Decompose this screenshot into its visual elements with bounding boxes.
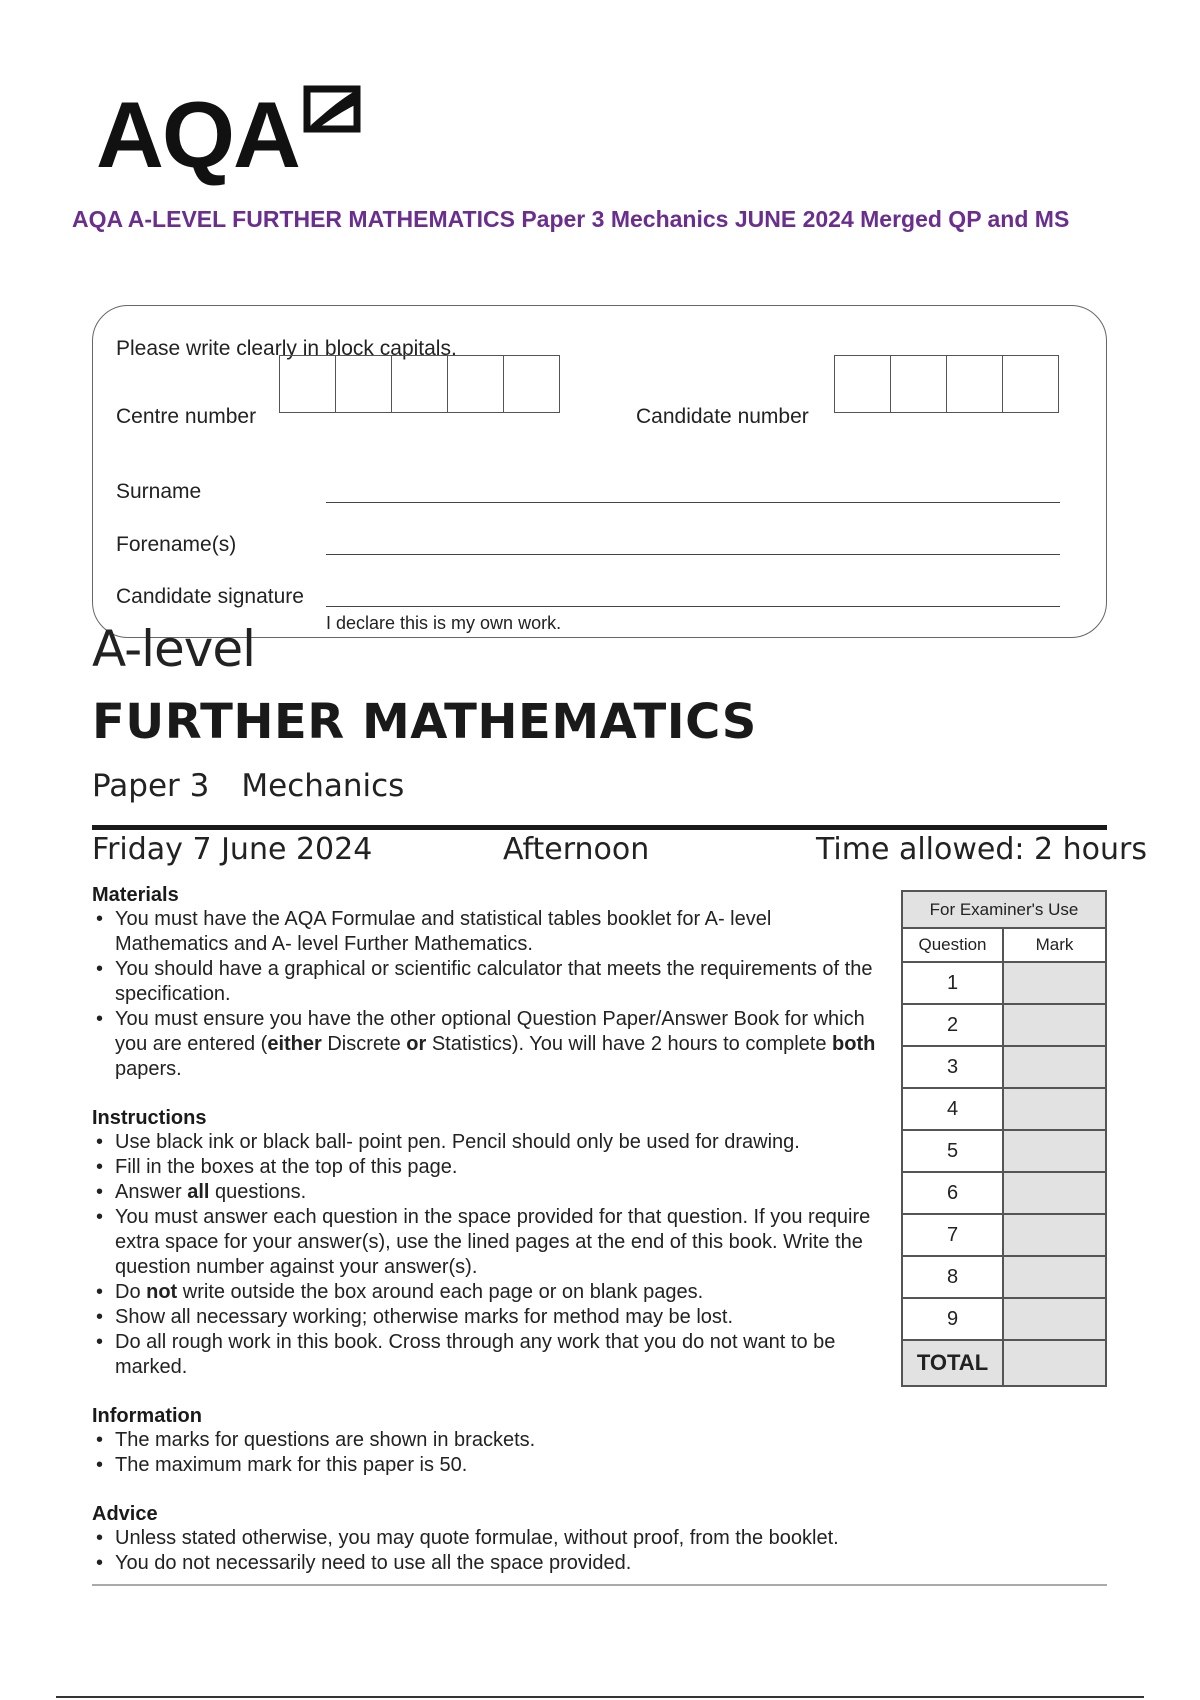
candidate-digit-box[interactable]	[1002, 355, 1059, 413]
information-list	[92, 1428, 882, 1478]
mark-cell	[1003, 1214, 1106, 1256]
examiner-use-title: For Examiner's Use	[902, 891, 1106, 928]
question-number: 6	[902, 1172, 1003, 1214]
question-column-header: Question	[902, 928, 1003, 962]
list-item: • You must ensure you have the other optional Question Paper/Answer Book for which you are entered (either Discrete or Statistics). You will have 2 hours to complete both papers.	[92, 1007, 882, 1082]
title-divider	[92, 825, 1107, 830]
list-item: • Answer all questions.	[92, 1180, 882, 1205]
examiner-use-table	[901, 890, 1107, 1387]
centre-number-boxes[interactable]	[279, 355, 559, 413]
paper-heading	[92, 768, 404, 804]
information-section	[92, 1405, 882, 1478]
document-banner: AQA A-LEVEL FURTHER MATHEMATICS Paper 3 Mechanics JUNE 2024 Merged QP and MS	[72, 206, 1070, 232]
mark-cell	[1003, 1088, 1106, 1130]
centre-number-label: Centre number	[116, 405, 257, 428]
centre-digit-box[interactable]	[279, 355, 336, 413]
surname-label: Surname	[116, 480, 202, 503]
page-footer-divider	[56, 1696, 1144, 1698]
centre-digit-box[interactable]	[447, 355, 504, 413]
subject-title: FURTHER MATHEMATICS	[92, 694, 757, 750]
materials-heading: Materials	[92, 884, 179, 906]
signature-label: Candidate signature	[116, 585, 304, 608]
total-label: TOTAL	[902, 1340, 1003, 1386]
qualification-level: A-level	[92, 620, 256, 678]
mark-cell	[1003, 962, 1106, 1004]
signature-field[interactable]	[326, 606, 1060, 607]
information-heading: Information	[92, 1405, 202, 1427]
list-item: • The marks for questions are shown in brackets.	[92, 1428, 882, 1453]
mark-cell	[1003, 1256, 1106, 1298]
logo-mark-icon	[303, 85, 361, 137]
content-bottom-divider	[92, 1584, 1107, 1586]
question-number: 4	[902, 1088, 1003, 1130]
question-number: 1	[902, 962, 1003, 1004]
instructions-list	[92, 1130, 882, 1380]
question-number: 3	[902, 1046, 1003, 1088]
question-number: 7	[902, 1214, 1003, 1256]
block-capitals-instruction: Please write clearly in block capitals.	[116, 337, 457, 360]
centre-digit-box[interactable]	[503, 355, 560, 413]
advice-section	[92, 1503, 952, 1576]
list-item: • Do all rough work in this book. Cross through any work that you do not want to be marked.	[92, 1330, 882, 1380]
candidate-digit-box[interactable]	[890, 355, 947, 413]
list-item: • Unless stated otherwise, you may quote formulae, without proof, from the booklet.	[92, 1526, 952, 1551]
forename-label: Forename(s)	[116, 533, 237, 556]
question-number: 5	[902, 1130, 1003, 1172]
declaration-text: I declare this is my own work.	[326, 613, 562, 633]
list-item: • You should have a graphical or scientific calculator that meets the requirements of the specification.	[92, 957, 882, 1007]
surname-field[interactable]	[326, 502, 1060, 503]
candidate-number-label: Candidate number	[636, 405, 809, 428]
question-number: 2	[902, 1004, 1003, 1046]
list-item: • Do not write outside the box around each page or on blank pages.	[92, 1280, 882, 1305]
list-item: • You must have the AQA Formulae and statistical tables booklet for A- level Mathematics and A- level Further Mathematics.	[92, 907, 882, 957]
total-mark-cell	[1003, 1340, 1106, 1386]
candidate-digit-box[interactable]	[946, 355, 1003, 413]
question-number: 9	[902, 1298, 1003, 1340]
exam-date: Friday 7 June 2024	[92, 832, 373, 867]
mark-cell	[1003, 1298, 1106, 1340]
centre-digit-box[interactable]	[391, 355, 448, 413]
candidate-number-boxes[interactable]	[834, 355, 1058, 413]
mark-cell	[1003, 1046, 1106, 1088]
list-item: • Fill in the boxes at the top of this page.	[92, 1155, 882, 1180]
list-item: • Use black ink or black ball- point pen. Pencil should only be used for drawing.	[92, 1130, 882, 1155]
mark-cell	[1003, 1004, 1106, 1046]
instructions-heading: Instructions	[92, 1107, 207, 1129]
materials-section	[92, 884, 882, 1082]
mark-cell	[1003, 1172, 1106, 1214]
paper-title: Mechanics	[241, 768, 405, 804]
question-number: 8	[902, 1256, 1003, 1298]
centre-digit-box[interactable]	[335, 355, 392, 413]
mark-cell	[1003, 1130, 1106, 1172]
list-item: • Show all necessary working; otherwise marks for method may be lost.	[92, 1305, 882, 1330]
time-allowed: Time allowed: 2 hours	[816, 832, 1148, 867]
candidate-digit-box[interactable]	[834, 355, 891, 413]
instructions-section	[92, 1107, 882, 1380]
forename-field[interactable]	[326, 554, 1060, 555]
materials-list	[92, 907, 882, 1082]
exam-session: Afternoon	[503, 832, 650, 867]
aqa-logo	[96, 82, 299, 187]
list-item: • You do not necessarily need to use all the space provided.	[92, 1551, 952, 1576]
list-item: • The maximum mark for this paper is 50.	[92, 1453, 882, 1478]
mark-column-header: Mark	[1003, 928, 1106, 962]
advice-heading: Advice	[92, 1503, 158, 1525]
logo-text: AQA	[96, 82, 299, 187]
advice-list	[92, 1526, 952, 1576]
paper-number: Paper 3	[92, 768, 210, 804]
list-item: • You must answer each question in the space provided for that question. If you require extra space for your answer(s), use the lined pages at the end of this book. Write the question number against your answer(s).	[92, 1205, 882, 1280]
